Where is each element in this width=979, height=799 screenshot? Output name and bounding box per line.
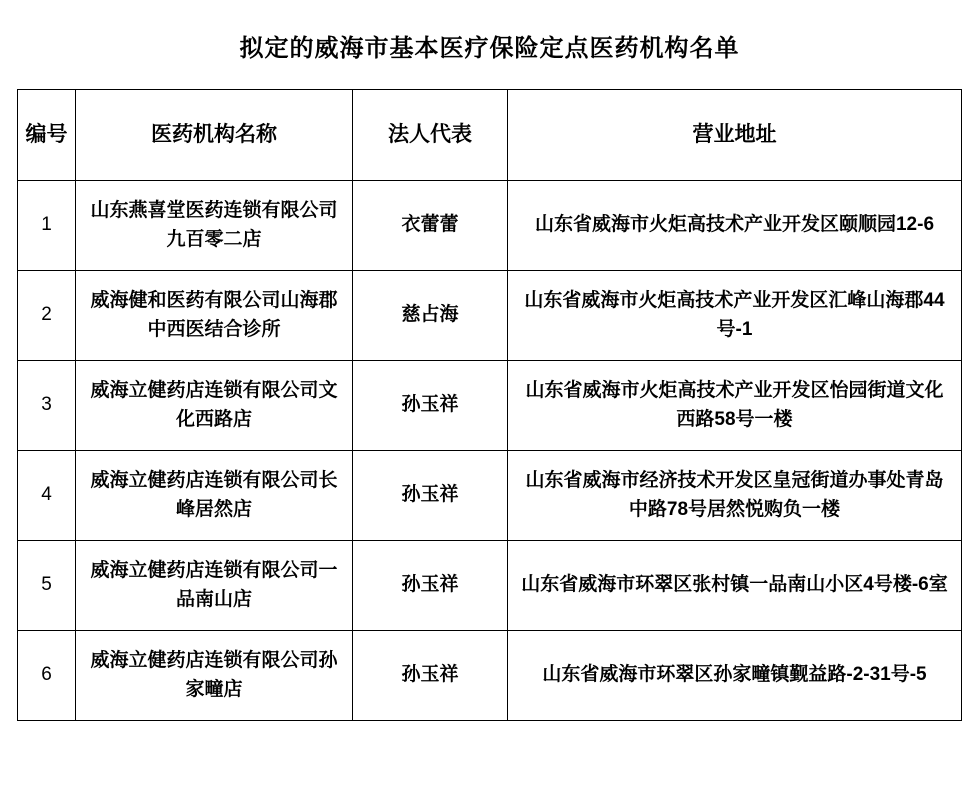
column-header-no: 编号 — [18, 90, 76, 181]
table-row — [18, 451, 962, 541]
cell-address: 山东省威海市环翠区张村镇一品南山小区4号楼-6室 — [508, 541, 962, 631]
column-header-representative: 法人代表 — [353, 90, 508, 181]
cell-name: 威海立健药店连锁有限公司一品南山店 — [76, 541, 353, 631]
cell-name: 威海立健药店连锁有限公司孙家疃店 — [76, 631, 353, 721]
cell-address: 山东省威海市火炬高技术产业开发区怡园街道文化西路58号一楼 — [508, 361, 962, 451]
cell-name: 山东燕喜堂医药连锁有限公司九百零二店 — [76, 181, 353, 271]
cell-representative: 慈占海 — [353, 271, 508, 361]
cell-representative: 孙玉祥 — [353, 541, 508, 631]
table-header — [18, 90, 962, 181]
cell-no: 1 — [18, 181, 76, 271]
cell-representative: 孙玉祥 — [353, 361, 508, 451]
table-row — [18, 181, 962, 271]
cell-no: 3 — [18, 361, 76, 451]
column-header-address: 营业地址 — [508, 90, 962, 181]
cell-name: 威海立健药店连锁有限公司长峰居然店 — [76, 451, 353, 541]
cell-no: 4 — [18, 451, 76, 541]
table-row — [18, 631, 962, 721]
cell-address: 山东省威海市火炬高技术产业开发区汇峰山海郡44号-1 — [508, 271, 962, 361]
cell-address: 山东省威海市火炬高技术产业开发区颐顺园12-6 — [508, 181, 962, 271]
cell-address: 山东省威海市环翠区孙家疃镇觐益路-2-31号-5 — [508, 631, 962, 721]
designated-institutions-table — [17, 89, 962, 721]
cell-address: 山东省威海市经济技术开发区皇冠街道办事处青岛中路78号居然悦购负一楼 — [508, 451, 962, 541]
table-body — [18, 181, 962, 721]
page-title: 拟定的威海市基本医疗保险定点医药机构名单 — [239, 35, 740, 62]
cell-no: 6 — [18, 631, 76, 721]
cell-representative: 孙玉祥 — [353, 631, 508, 721]
cell-representative: 孙玉祥 — [353, 451, 508, 541]
table-row — [18, 541, 962, 631]
cell-no: 2 — [18, 271, 76, 361]
table-row — [18, 271, 962, 361]
cell-name: 威海健和医药有限公司山海郡中西医结合诊所 — [76, 271, 353, 361]
table-header-row — [18, 90, 962, 181]
table-row — [18, 361, 962, 451]
cell-no: 5 — [18, 541, 76, 631]
column-header-name: 医药机构名称 — [76, 90, 353, 181]
cell-name: 威海立健药店连锁有限公司文化西路店 — [76, 361, 353, 451]
cell-representative: 衣蕾蕾 — [353, 181, 508, 271]
